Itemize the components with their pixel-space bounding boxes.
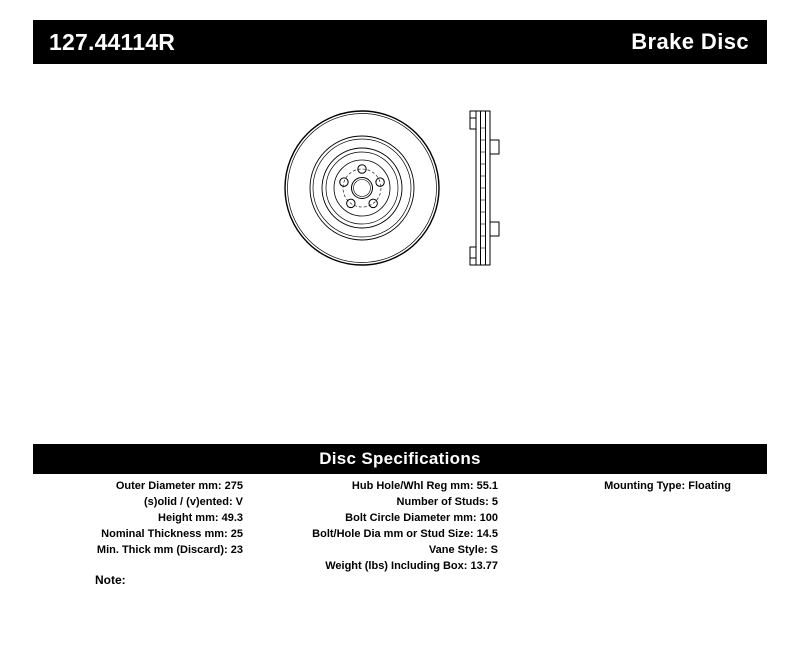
spec-item: Number of Studs: 5 [396,496,498,508]
rotor-edge-view [470,111,499,265]
note-label: Note: [95,573,126,587]
spec-item: Mounting Type: Floating [604,480,731,492]
spec-item: (s)olid / (v)ented: V [144,496,243,508]
spec-column-left [33,478,243,558]
spec-item: Bolt Circle Diameter mm: 100 [345,512,498,524]
spec-section-bar [33,444,767,474]
spec-item: Weight (lbs) Including Box: 13.77 [325,560,498,572]
spec-column-right [513,478,767,494]
spec-column-middle [258,478,498,574]
spec-item: Bolt/Hole Dia mm or Stud Size: 14.5 [312,528,498,540]
header-bar [33,20,767,64]
rotor-face-view [285,111,439,265]
spec-item: Min. Thick mm (Discard): 23 [96,544,243,556]
spec-item: Outer Diameter mm: 275 [115,480,243,492]
spec-item: Vane Style: S [428,544,498,556]
page-title: Brake Disc [631,29,749,54]
part-number: 127.44114R [49,28,176,55]
spec-item: Nominal Thickness mm: 25 [101,528,243,540]
spec-item: Height mm: 49.3 [158,512,243,524]
spec-item: Hub Hole/Whl Reg mm: 55.1 [351,480,498,492]
spec-body [33,478,767,598]
technical-drawing [280,88,540,288]
spec-section-title: Disc Specifications [319,449,481,468]
